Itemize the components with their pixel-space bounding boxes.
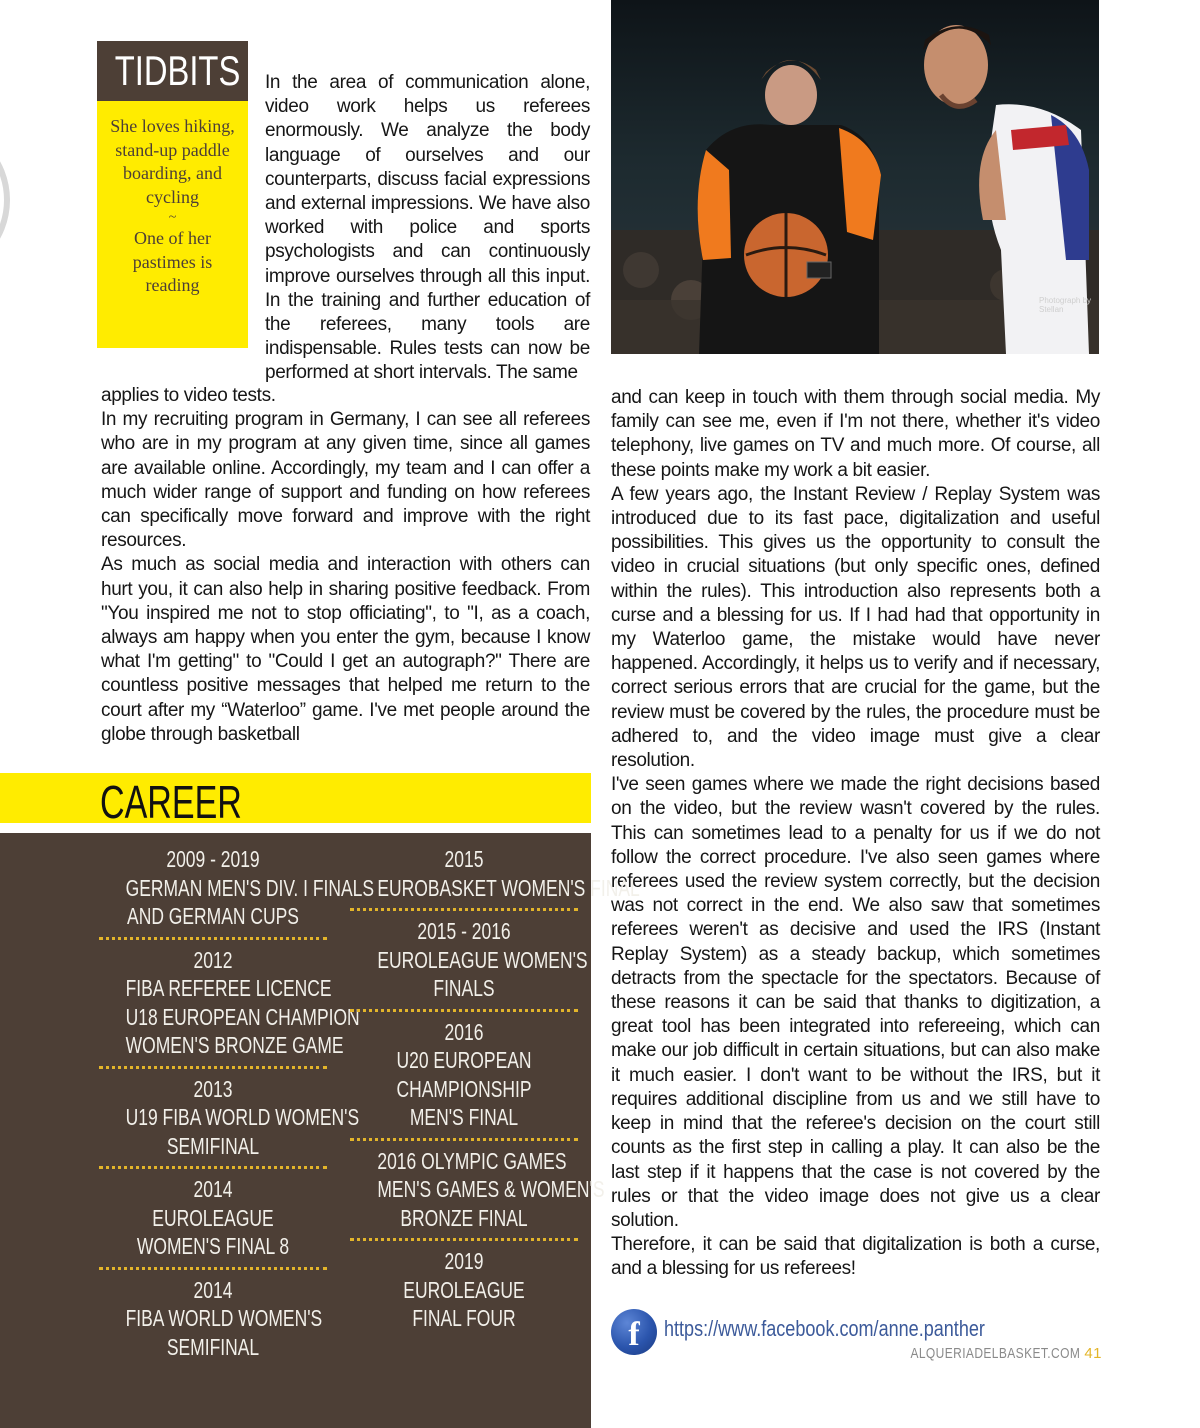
career-event: BRONZE FINAL — [400, 1204, 528, 1231]
photo-illustration — [611, 0, 1099, 354]
footer-site: ALQUERIADELBASKET.COM — [910, 1345, 1081, 1362]
article-paragraph: and can keep in touch with them through social media. My family can see me, even if I'm not there, whether it's video telephony, live games on TV and much more. Of course, all these points make my work a bit easier. — [611, 387, 1100, 481]
career-year: 2019 — [444, 1248, 484, 1274]
career-event: FIBA REFEREE LICENCE — [125, 975, 332, 1001]
facebook-icon[interactable]: f — [611, 1309, 657, 1355]
career-heading: CAREER — [100, 776, 242, 828]
tidbits-fact-2: One of her pastimes is reading — [132, 228, 213, 295]
career-entry — [350, 1247, 578, 1333]
article-paragraph: applies to video tests. — [101, 385, 276, 406]
career-left-column — [98, 845, 375, 1361]
article-paragraph: I've seen games where we made the right decisions based on the video, but the review wasn't covered by the rules. This can sometimes lead to a penalty for us if we do not follow the correct procedure. I've also seen games where referees used the review system correctly, but the decision was not correct in the end. We also saw that sometimes referees weren't as decisive and used the IRS (Instant Replay System) as a steady backup, which sometimes detracts from the spectacle for the spectators. Because of these reasons it can be said that thanks to digitization, a great tool has been integrated into refereeing, which can make our job difficult in certain situations, but can also make it much easier. I don't want to be without the IRS, but it requires additional discipline from us and we still have to keep in mind that the referee's decision on the court still counts as the first step in calling a play. It can also be the last step if it happens that the case is not covered by the rules or that the video image does not give us a clear solution. — [611, 774, 1100, 1231]
dotted-divider — [350, 1138, 578, 1141]
dotted-divider — [350, 1238, 578, 1241]
career-entry — [350, 1147, 605, 1242]
career-right-column — [350, 845, 640, 1333]
career-event: EUROLEAGUE — [152, 1204, 274, 1231]
career-year: 2014 — [193, 1276, 233, 1303]
career-entry — [98, 1276, 328, 1362]
career-event: WOMEN'S BRONZE GAME — [125, 1032, 344, 1058]
career-event: EUROLEAGUE — [403, 1276, 525, 1303]
tidbits-separator: ~ — [168, 210, 177, 225]
tidbits-box — [97, 101, 248, 348]
career-entry — [98, 1075, 360, 1170]
career-event: U19 FIBA WORLD WOMEN'S — [125, 1104, 360, 1130]
career-year: 2009 - 2019 — [166, 846, 260, 872]
decorative-arc — [0, 120, 10, 280]
career-entry — [98, 946, 360, 1069]
career-year: 2015 — [444, 846, 484, 872]
career-event: SEMIFINAL — [166, 1333, 260, 1360]
article-left-column — [101, 384, 590, 747]
career-entry — [350, 917, 588, 1012]
career-event: U18 EUROPEAN CHAMPION — [125, 1003, 360, 1030]
article-right-column — [611, 386, 1100, 1282]
photo-credit: Photograph by Stellan — [1039, 296, 1092, 314]
career-event: AND GERMAN CUPS — [127, 903, 299, 929]
article-paragraph: In my recruiting program in Germany, I can see all referees who are in my program at any given time, since all games are available online. Accordingly, my team and I can offer a much wider range of support and funding on how referees can specifically move forward and improve with the right resources. — [101, 409, 590, 552]
article-paragraph: Therefore, it can be said that digitalization is both a curse, and a blessing for us referees! — [611, 1234, 1100, 1280]
referee-player-photo — [611, 0, 1099, 354]
dotted-divider — [350, 1009, 578, 1012]
career-year: 2014 — [193, 1176, 233, 1202]
facebook-link[interactable]: https://www.facebook.com/anne.panther — [664, 1316, 985, 1341]
career-year: 2016 — [444, 1018, 484, 1045]
career-header-bar — [0, 773, 591, 823]
article-paragraph: As much as social media and interaction with others can hurt you, it can also help in sharing positive feedback. From "You inspired me not to stop officiating", to "I, as a coach, always am happy when you enter the gym, because I know what I'm getting" to "Could I get an autograph?" There are countless positive messages that helped me return to the court after my “Waterloo” game. I've met people around the globe through basketball — [101, 554, 590, 745]
dotted-divider — [350, 908, 578, 911]
career-event: CHAMPIONSHIP — [396, 1075, 532, 1102]
career-event: 2016 OLYMPIC GAMES — [377, 1147, 567, 1174]
tidbits-fact-1: She loves hiking, stand-up paddle boarding, and cycling — [110, 116, 235, 207]
career-event: GERMAN MEN'S DIV. I FINALS — [125, 874, 375, 901]
career-entry — [98, 845, 375, 940]
career-entry — [98, 1175, 328, 1270]
career-event: MEN'S GAMES & WOMEN'S — [377, 1176, 605, 1202]
page-number: 41 — [1084, 1345, 1102, 1362]
dotted-divider — [99, 1267, 327, 1270]
career-event: EUROBASKET WOMEN'S FINAL — [377, 874, 640, 901]
page-footer — [868, 1345, 1102, 1362]
dotted-divider — [99, 1166, 327, 1169]
career-event: FINALS — [433, 975, 495, 1001]
career-event: FIBA WORLD WOMEN'S — [125, 1305, 323, 1331]
career-year: 2013 — [193, 1075, 233, 1102]
tidbits-heading: TIDBITS — [97, 41, 248, 101]
career-year: 2015 - 2016 — [417, 918, 511, 944]
career-event: EUROLEAGUE WOMEN'S — [377, 946, 588, 973]
career-event: MEN'S FINAL — [409, 1104, 519, 1130]
career-event: WOMEN'S FINAL 8 — [136, 1233, 290, 1259]
career-event: SEMIFINAL — [166, 1132, 260, 1159]
dotted-divider — [99, 1066, 327, 1069]
career-entry — [350, 845, 640, 911]
career-entry — [350, 1018, 578, 1141]
career-event: U20 EUROPEAN — [396, 1047, 532, 1073]
article-paragraph: A few years ago, the Instant Review / Replay System was introduced due to its fast pace, digitalization and useful possibilities. This gives us the opportunity to consult the video in crucial situations (but only specific ones, defined within the rules). This introduction also represents both a curse and a blessing for us. If I had had that opportunity in my Waterloo game, the mistake would have never happened. Accordingly, it helps us to verify and if necessary, correct serious errors that are crucial for the game, but the review must be covered by the rules, the procedure must be adhered to, and the video image must give a clear resolution. — [611, 483, 1100, 772]
career-event: FINAL FOUR — [412, 1305, 516, 1331]
article-top-paragraph: In the area of communication alone, video work helps us referees enormously. We analyze the body language of ourselves and our counterparts, discuss facial expressions and external impressions. We have also worked with police and sports psychologists and can continuously improve ourselves through all this input. In the training and further education of the referees, many tools are indispensable. Rules tests can now be performed at short intervals. The same — [265, 72, 590, 384]
dotted-divider — [99, 937, 327, 940]
career-year: 2012 — [193, 946, 233, 973]
